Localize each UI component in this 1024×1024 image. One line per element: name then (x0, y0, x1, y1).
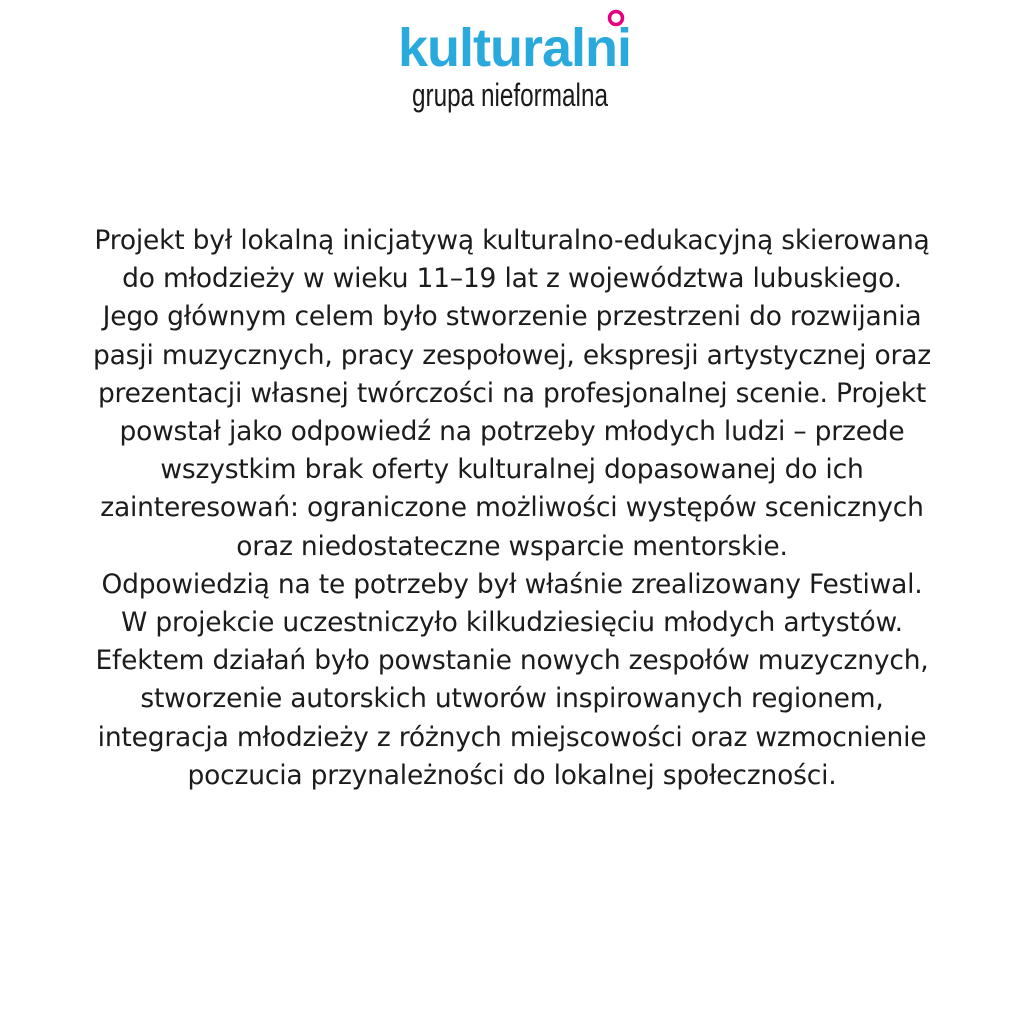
logo (0, 8, 1024, 118)
text-line: do młodzieży w wieku 11–19 lat z województwa lubuskiego. (122, 263, 902, 295)
logo-tagline-text: grupa nieformalna (412, 77, 609, 113)
text-line: stworzenie autorskich utworów inspirowanych regionem, (140, 683, 884, 715)
text-line: wszystkim brak oferty kulturalnej dopasowanej do ich (160, 454, 864, 486)
text-line: Projekt był lokalną inicjatywą kulturalno-edukacyjną skierowaną (94, 225, 930, 256)
text-line: prezentacji własnej twórczości na profesjonalnej scenie. Projekt (97, 377, 927, 409)
text-line: powstał jako odpowiedź na potrzeby młodych ludzi – przede (119, 416, 905, 448)
project-description (20, 222, 1004, 795)
logo-brand-text: kulturalni (398, 18, 632, 78)
text-line: zainteresowań: ograniczone możliwości występów scenicznych (100, 492, 924, 524)
text-line: W projekcie uczestniczyło kilkudziesięciu młodych artystów. (121, 607, 903, 639)
text-line: poczucia przynależności do lokalnej społeczności. (187, 759, 837, 791)
text-line: Efektem działań było powstanie nowych zespołów muzycznych, (95, 645, 929, 677)
kulturalni-logo-image (390, 8, 630, 118)
text-line: Jego głównym celem było stworzenie przestrzeni do rozwijania (102, 301, 922, 333)
text-line: oraz niedostateczne wsparcie mentorskie. (236, 530, 788, 562)
text-line: integracja młodzieży z różnych miejscowości oraz wzmocnienie (97, 721, 927, 753)
text-line: pasji muzycznych, pracy zespołowej, ekspresji artystycznej oraz (93, 339, 931, 371)
text-line: Odpowiedzią na te potrzeby był właśnie zrealizowany Festiwal. (101, 568, 923, 600)
